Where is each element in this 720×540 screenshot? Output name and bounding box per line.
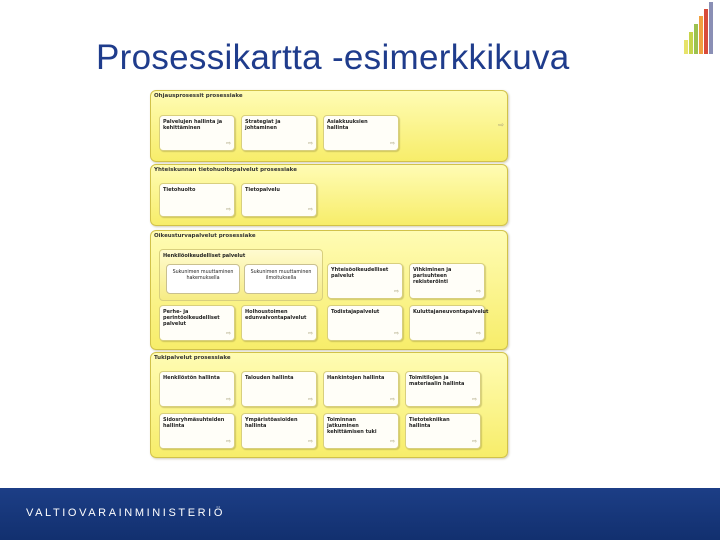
process-box[interactable] [323, 413, 399, 449]
arrow-right-icon: ⇨ [307, 331, 313, 337]
process-box-label: Kuluttajaneuvontapalvelut [413, 309, 489, 315]
arrow-right-icon: ⇨ [307, 207, 313, 213]
process-box-label: Todistajapalvelut [331, 309, 380, 315]
group-title: Oikeusturvapalvelut prosessiake [154, 233, 256, 239]
bar-logo-icon [684, 2, 716, 54]
process-box-label: Holhoustoimen edunvalvontapalvelut [245, 309, 307, 321]
process-box[interactable] [241, 115, 317, 151]
logo-bar [694, 24, 698, 54]
process-box-label: Yhteisöoikeudelliset palvelut [331, 267, 389, 279]
group-information-services [150, 164, 508, 226]
slide-title: Prosessikartta -esimerkkikuva [96, 38, 570, 77]
process-box-label: Henkilöstön hallinta [163, 375, 220, 381]
process-box[interactable] [327, 263, 403, 299]
process-box[interactable] [166, 264, 240, 294]
process-box[interactable] [244, 264, 318, 294]
arrow-right-icon: ⇨ [307, 141, 313, 147]
arrow-right-icon: ⇨ [471, 439, 477, 445]
arrow-right-icon: ⇨ [389, 141, 395, 147]
arrow-right-icon: ⇨ [307, 397, 313, 403]
logo-bar [689, 32, 693, 54]
arrow-right-icon: ⇨ [393, 289, 399, 295]
process-box-label: Toiminnan jatkuminen kehittämisen tuki [327, 417, 377, 435]
process-map-diagram [146, 86, 510, 460]
group-title: Ohjausprosessit prosessiake [154, 93, 243, 99]
arrow-right-icon: ⇨ [225, 207, 231, 213]
process-box[interactable] [405, 413, 481, 449]
arrow-right-icon: ⇨ [225, 141, 231, 147]
process-box-label: Toimitilojen ja materiaalin hallinta [409, 375, 465, 387]
process-box-label: Sukunimen muuttaminen hakemuksella [172, 270, 234, 281]
process-box-label: Ympäristöasioiden hallinta [245, 417, 298, 429]
process-box-label: Sidosryhmäsuhteiden hallinta [163, 417, 225, 429]
arrow-right-icon: ⇨ [389, 397, 395, 403]
arrow-right-icon: ⇨ [475, 289, 481, 295]
logo-bar [699, 16, 703, 54]
arrow-right-icon: ⇨ [307, 439, 313, 445]
arrow-right-icon: ⇨ [225, 331, 231, 337]
group-legal-protection-services [150, 230, 508, 350]
footer-organization-name: VALTIOVARAINMINISTERIÖ [26, 507, 225, 519]
process-box-label: Asiakkuuksien hallinta [327, 119, 368, 131]
process-box[interactable] [159, 115, 235, 151]
process-box-label: Perhe- ja perintöoikeudelliset palvelut [163, 309, 220, 327]
process-box[interactable] [241, 371, 317, 407]
group-title: Yhteiskunnan tietohuoltopalvelut prosessiake [154, 167, 297, 173]
process-box-label: Strategiat ja johtaminen [245, 119, 281, 131]
logo-bar [684, 40, 688, 54]
process-box-label: Hankintojen hallinta [327, 375, 385, 381]
process-box-label: Tietopalvelu [245, 187, 280, 193]
arrow-right-icon: ⇨ [498, 122, 504, 129]
subgroup-title: Henkilöoikeudelliset palvelut [163, 253, 246, 259]
process-box[interactable] [409, 305, 489, 341]
group-control-processes [150, 90, 508, 162]
process-box[interactable] [241, 305, 317, 341]
process-box[interactable] [159, 371, 235, 407]
arrow-right-icon: ⇨ [475, 331, 481, 337]
footer-bar [0, 488, 720, 540]
process-box-label: Vihkiminen ja parisuhteen rekisteröinti [413, 267, 452, 285]
group-title: Tukipalvelut prosessiake [154, 355, 231, 361]
process-box[interactable] [159, 413, 235, 449]
process-box-label: Tietohuolto [163, 187, 196, 193]
arrow-right-icon: ⇨ [471, 397, 477, 403]
process-box[interactable] [405, 371, 481, 407]
process-box-label: Palvelujen hallinta ja kehittäminen [163, 119, 223, 131]
process-box[interactable] [241, 183, 317, 217]
process-box[interactable] [323, 115, 399, 151]
process-box[interactable] [327, 305, 403, 341]
process-box[interactable] [241, 413, 317, 449]
group-support-services [150, 352, 508, 458]
process-box[interactable] [159, 183, 235, 217]
process-box-label: Tietotekniikan hallinta [409, 417, 450, 429]
arrow-right-icon: ⇨ [225, 439, 231, 445]
process-box[interactable] [323, 371, 399, 407]
process-box-label: Sukunimen muuttaminen ilmoituksella [250, 270, 312, 281]
arrow-right-icon: ⇨ [393, 331, 399, 337]
process-box[interactable] [409, 263, 485, 299]
arrow-right-icon: ⇨ [225, 397, 231, 403]
process-box-label: Talouden hallinta [245, 375, 294, 381]
process-box[interactable] [159, 305, 235, 341]
subgroup-personal-law-services[interactable] [159, 249, 323, 301]
logo-bar [704, 9, 708, 54]
arrow-right-icon: ⇨ [389, 439, 395, 445]
logo-bar [709, 2, 713, 54]
